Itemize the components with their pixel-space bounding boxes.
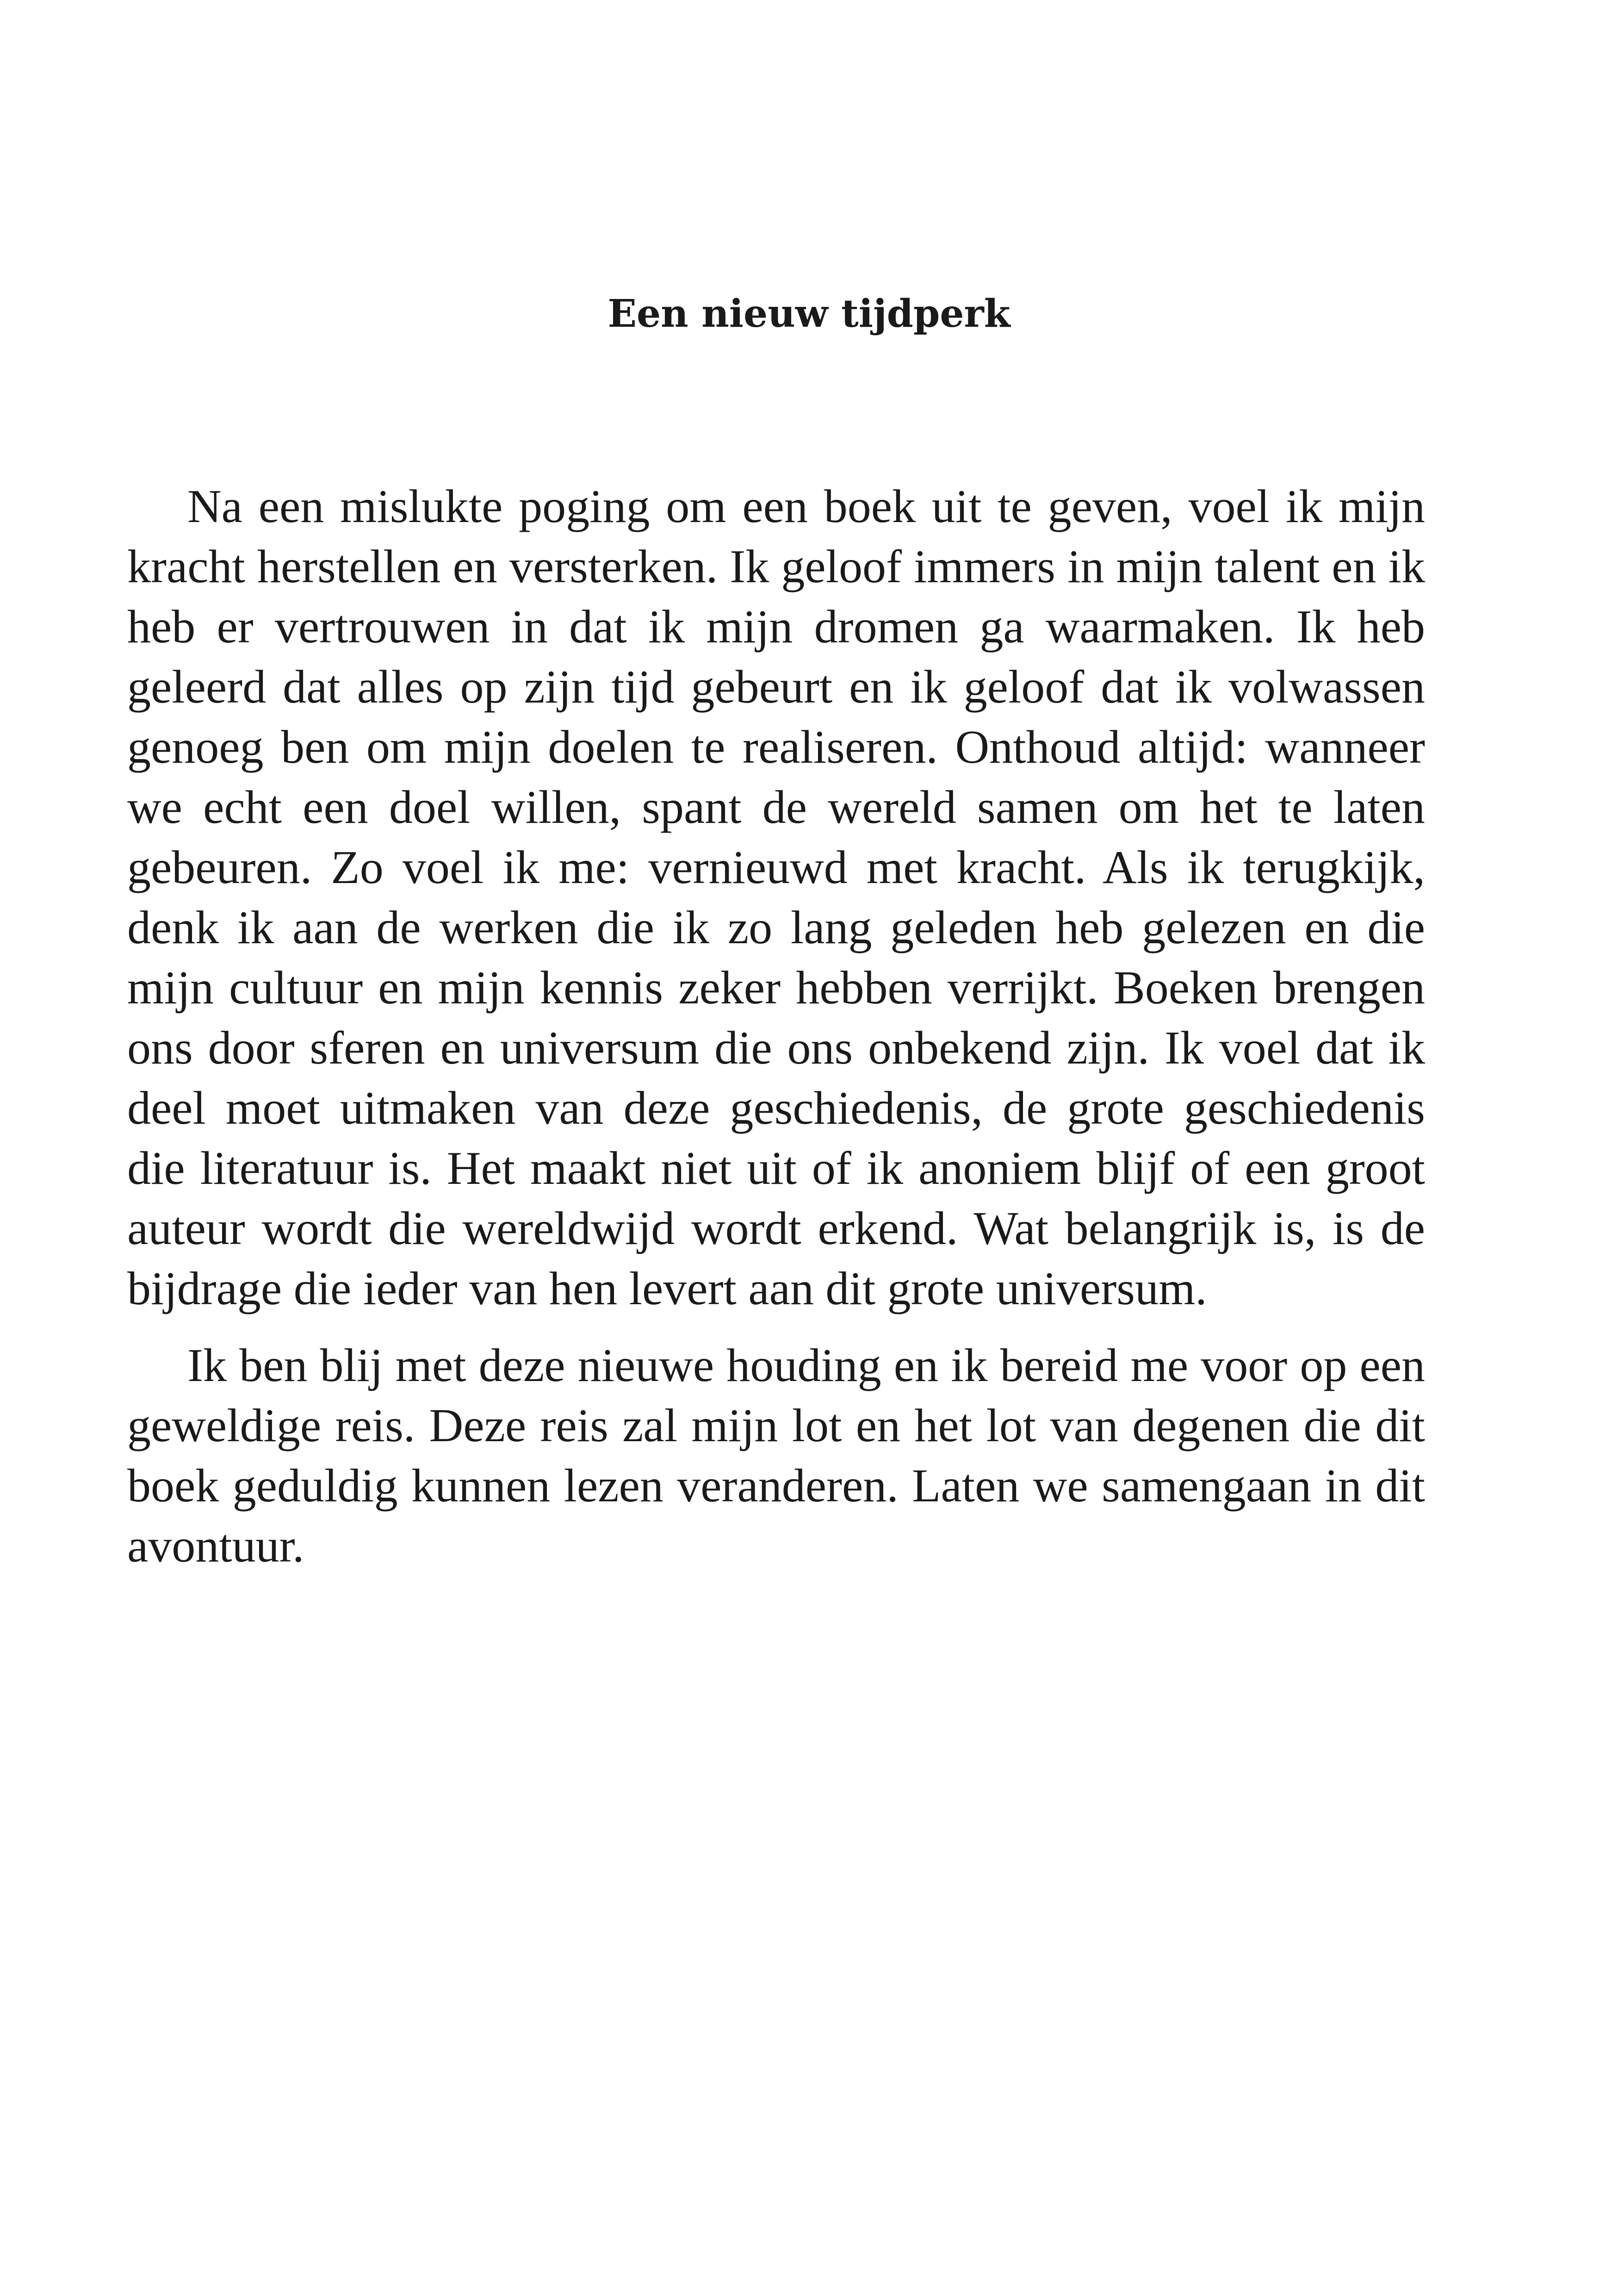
body-text [127,477,1425,1593]
paragraph: Na een mislukte poging om een boek uit te geven, voel ik mijn kracht herstellen en versterken. Ik geloof immers in mijn talent en ik heb er vertrouwen in dat ik mijn dromen ga waarmaken. Ik heb geleerd dat alles op zijn tijd gebeurt en ik geloof dat ik volwassen genoeg ben om mijn doelen te realiseren. Onthoud altijd: wanneer we echt een doel willen, spant de wereld samen om het te laten gebeuren. Zo voel ik me: vernieuwd met kracht. Als ik terugkijk, denk ik aan de werken die ik zo lang geleden heb gelezen en die mijn cultuur en mijn kennis zeker hebben verrijkt. Boeken brengen ons door sferen en universum die ons onbekend zijn. Ik voel dat ik deel moet uitmaken van deze geschiedenis, de grote geschiedenis die literatuur is. Het maakt niet uit of ik anoniem blijf of een groot auteur wordt die wereldwijd wordt erkend. Wat belangrijk is, is de bijdrage die ieder van hen levert aan dit grote universum. [127,480,1425,1315]
page-title: Een nieuw tijdperk [608,292,1010,336]
paragraph: Ik ben blij met deze nieuwe houding en ik bereid me voor op een geweldige reis. Deze reis zal mijn lot en het lot van degenen die dit boek geduldig kunnen lezen veranderen. Laten we samengaan in dit avontuur. [127,1339,1425,1572]
